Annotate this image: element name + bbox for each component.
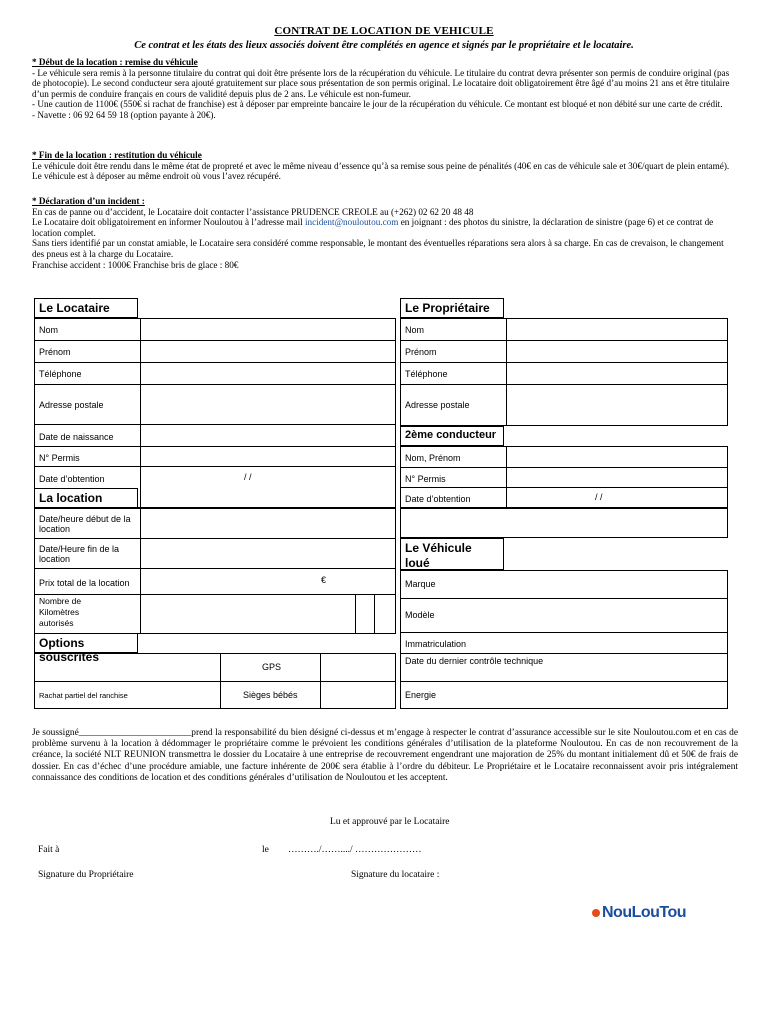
logo-dot-icon (592, 909, 600, 917)
option-sieges[interactable]: Sièges bébés (243, 690, 298, 700)
email-link[interactable]: incident@nouloutou.com (304, 217, 399, 228)
paragraph: Franchise accident : 1000€ Franchise bris de glace : 80€ (32, 259, 239, 270)
field-prenom[interactable]: Prénom (39, 347, 71, 357)
paragraph: - Navette : 06 92 64 59 18 (option payante à 20€). (32, 109, 216, 120)
text: en joignant : des photos du sinistre, la déclaration de sinistre (page 6) et ce contrat de location complet. (32, 217, 714, 238)
field-prop-telephone[interactable]: Téléphone (405, 369, 448, 379)
location-header: La location (34, 488, 138, 508)
field-modele[interactable]: Modèle (405, 610, 435, 620)
vehicule-header: Le Véhicule loué (400, 538, 504, 570)
field-prop-prenom[interactable]: Prénom (405, 347, 437, 357)
field-prix[interactable]: Prix total de la location (39, 578, 130, 588)
field-c2-obtention[interactable]: Date d’obtention (405, 494, 471, 504)
fait-a-label: Fait à (38, 845, 60, 855)
date-label: le (262, 845, 269, 855)
page-subtitle: Ce contrat et les états des lieux associés doivent être complétés en agence et signés par le propriétaire et le locataire. (134, 40, 634, 51)
signature-locataire[interactable]: Signature du locataire : (351, 870, 440, 880)
logo-text: NouLouTou (602, 904, 687, 921)
field-c2-permis[interactable]: N° Permis (405, 474, 446, 484)
paragraph: - Une caution de 1100€ (550€ si rachat de franchise) est à déposer par empreinte bancaire le jour de la récupération du véhicule. Ce montant est bloqué et non débité sur une carte de crédit. (32, 99, 723, 110)
option-gps[interactable]: GPS (262, 662, 282, 672)
paragraph (32, 217, 738, 238)
field-prop-nom[interactable]: Nom (405, 325, 425, 335)
engagement-paragraph: Je soussigné________________________prend la responsabilité du bien désigné ci-dessus et m’engage à respecter le contrat d’assurance accessible sur le site Nouloutou.com et en cas de problème survenu à la location à dédommager le propriétaire comme le prévoient les conditions générales d’utilisation de la plateforme Nouloutou. En cas de non recouvrement de la créance, la société NLT REUNION transmettra le dossier du Locataire à une entreprise de recouvrement engendrant une majoration de 25% du montant initialement dû et 50€ de frais de dossier. En cas d’échec d’une procédure amiable, une facture inhérente de 200€ sera établie à l’ordre du débiteur. Le Propriétaire et le Locataire reconnaissent avoir pris intégralement connaissance des conditions de location et des conditions générales d’utilisation de Nouloutou et les acceptent. (32, 728, 738, 783)
text: Le Locataire doit obligatoirement en informer Nouloutou à l’adresse mail (32, 217, 305, 228)
date-slashes: / / (244, 472, 252, 482)
signature-proprietaire[interactable]: Signature du Propriétaire (38, 870, 134, 880)
field-nom[interactable]: Nom (39, 325, 59, 335)
field-immatriculation[interactable]: Immatriculation (405, 639, 467, 649)
date-placeholder[interactable]: ………./……..../ ………………… (288, 845, 422, 855)
locataire-header: Le Locataire (34, 298, 138, 318)
euro-sign: € (321, 575, 327, 585)
field-adresse[interactable]: Adresse postale (39, 400, 104, 410)
field-controle[interactable]: Date du dernier contrôle technique (405, 656, 544, 666)
field-obtention[interactable]: Date d’obtention (39, 474, 105, 484)
field-prop-adresse[interactable]: Adresse postale (405, 400, 470, 410)
proprietaire-header: Le Propriétaire (400, 298, 504, 318)
paragraph: Sans tiers identifié par un constat amiable, le Locataire sera considéré comme responsable, le montant des éventuelles réparations sera alors à sa charge. En cas de crevaison, le changement des pneus est à la charge du Locataire. (32, 238, 724, 259)
options-header: Options souscrites (34, 633, 138, 653)
field-energie[interactable]: Energie (405, 690, 437, 700)
field-permis[interactable]: N° Permis (39, 453, 80, 463)
field-km[interactable]: Nombre de Kilomètres autorisés (39, 596, 82, 628)
paragraph: - Le véhicule sera remis à la personne titulaire du contrat qui doit être présente lors de la récupération du véhicule. Le titulaire du contrat devra présenter son permis de conduire original (pas de photocopie). Le second conducteur sera ajouté gratuitement sur place sous présentation de son permis original. Le locataire doit obligatoirement être âgé d’au moins 21 ans et être titulaire d’un permis de conduire français en cours de validité depuis plus de 2 ans. Le véhicule est non-fumeur. (32, 67, 730, 99)
page-title: CONTRAT DE LOCATION DE VEHICULE (274, 25, 494, 37)
section-heading: * Fin de la location : restitution du véhicule (32, 150, 202, 160)
field-c2-nom[interactable]: Nom, Prénom (405, 453, 461, 463)
section-heading: * Début de la location : remise du véhicule (32, 57, 198, 67)
field-debut-location[interactable]: Date/heure début de la location (39, 514, 131, 534)
conducteur2-header: 2ème conducteur (400, 426, 504, 446)
field-naissance[interactable]: Date de naissance (39, 432, 114, 442)
field-telephone[interactable]: Téléphone (39, 369, 82, 379)
paragraph: En cas de panne ou d’accident, le Locataire doit contacter l’assistance PRUDENCE CREOLE au (+262) 02 62 20 48 48 (32, 206, 474, 217)
section-fin (32, 150, 738, 182)
nouloutou-logo (592, 904, 686, 922)
field-fin-location[interactable]: Date/Heure fin de la location (39, 544, 120, 564)
option-rachat[interactable]: Rachat partiel del ranchise (39, 691, 128, 700)
field-marque[interactable]: Marque (405, 579, 436, 589)
date-slashes: / / (595, 492, 603, 502)
section-heading: * Déclaration d’un incident : (32, 196, 145, 206)
section-debut (32, 57, 738, 121)
paragraph: Le véhicule doit être rendu dans le même état de propreté et avec le même niveau d’essence qu’à sa remise sous peine de pénalités (40€ en cas de véhicule sale et 30€/quart de plein entamé). Le véhicule est à déposer au même endroit où vous l’avez récupéré. (32, 160, 730, 182)
lu-approuve: Lu et approuvé par le Locataire (330, 817, 450, 827)
section-incident (32, 196, 738, 270)
blank-row (400, 508, 728, 538)
